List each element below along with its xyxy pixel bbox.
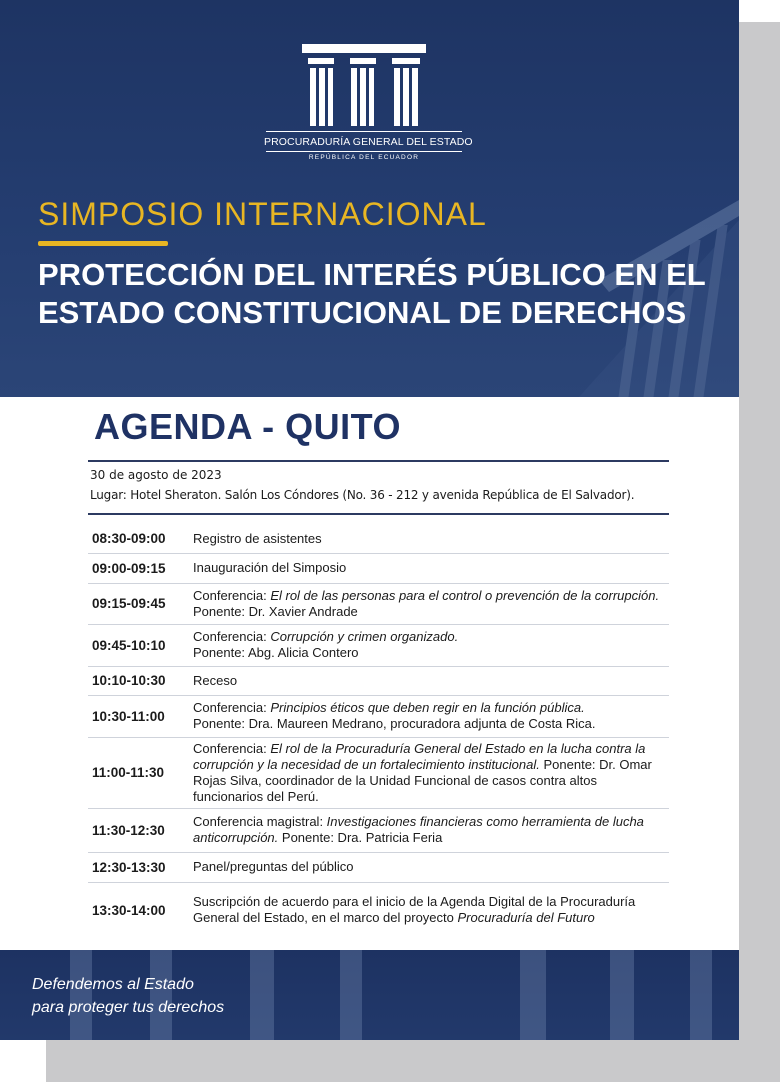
tagline-line-1: Defendemos al Estado (32, 976, 194, 993)
agenda-title: AGENDA - QUITO (94, 406, 402, 447)
session-description: Receso (193, 672, 238, 688)
session-time: 09:15-09:45 (92, 596, 166, 611)
session-description: Panel/preguntas del público (193, 859, 354, 874)
session-time: 10:10-10:30 (92, 673, 166, 688)
org-country: REPÚBLICA DEL ECUADOR (308, 154, 420, 161)
divider (88, 513, 669, 515)
session-speaker: Ponente: Dra. Maureen Medrano, procuradora adjunta de Costa Rica. (193, 716, 596, 731)
session-time: 12:30-13:30 (92, 859, 166, 875)
agenda-row (88, 737, 669, 809)
session-description: Inauguración del Simposio (193, 560, 347, 575)
session-description (192, 588, 669, 620)
agenda-row (88, 553, 669, 584)
agenda-row (88, 808, 669, 853)
session-speaker: Ponente: Dr. Xavier Andrade (193, 603, 358, 619)
logo-rule (266, 151, 462, 152)
session-time: 09:00-09:15 (92, 560, 166, 576)
session-topic: El rol de la Procuraduría General del Estado en la lucha contra la corrupción y la necesidad de un fortalecimiento institucional. (193, 740, 646, 772)
agenda-row (88, 882, 669, 938)
agenda-row (88, 524, 669, 554)
session-topic: Investigaciones financieras como herramienta de lucha anticorrupción. (193, 814, 644, 845)
session-description (192, 894, 669, 926)
session-speaker: Ponente: Dr. Omar Rojas Silva, coordinador de la Unidad Funcional de casos contra altos funcionarios del Perú. (193, 756, 652, 804)
header-banner (0, 0, 739, 397)
footer-banner (0, 950, 739, 1040)
session-description: Registro de asistentes (193, 530, 322, 546)
session-time: 11:00-11:30 (92, 765, 165, 780)
agenda-row (88, 583, 669, 625)
divider (88, 460, 669, 462)
session-type: Conferencia: (193, 700, 271, 715)
session-time: 09:45-10:10 (92, 637, 166, 653)
gold-divider (38, 241, 168, 246)
session-time: 08:30-09:00 (92, 531, 166, 546)
session-topic: Principios éticos que deben regir en la función pública. (270, 700, 585, 715)
session-time: 10:30-11:00 (92, 708, 165, 724)
session-description (192, 814, 669, 846)
agenda-row (88, 624, 669, 667)
session-description (192, 741, 669, 805)
session-type: Conferencia: (193, 587, 271, 603)
session-type: Conferencia magistral: (193, 814, 327, 829)
tagline-line-2: para proteger tus derechos (32, 999, 225, 1016)
session-type: Suscripción de acuerdo para el inicio de la Agenda Digital de la Procuraduría General del Estado, en el marco del proyecto (193, 894, 636, 925)
session-time: 13:30-14:00 (92, 902, 166, 918)
event-type: SIMPOSIO INTERNACIONAL (38, 196, 487, 232)
logo-rule (266, 131, 462, 132)
session-time: 11:30-12:30 (92, 822, 165, 838)
pge-logo (264, 44, 473, 168)
event-venue: Lugar: Hotel Sheraton. Salón Los Cóndores (No. 36 - 212 y avenida República de El Salvador). (90, 488, 635, 502)
agenda-row (88, 852, 669, 883)
event-title: PROTECCIÓN DEL INTERÉS PÚBLICO EN EL ESTADO CONSTITUCIONAL DE DERECHOS (38, 257, 706, 330)
session-type: Conferencia: (193, 740, 271, 756)
session-speaker: Ponente: Abg. Alicia Contero (193, 645, 359, 660)
session-description (192, 700, 669, 732)
event-date: 30 de agosto de 2023 (90, 468, 222, 482)
session-type: Conferencia: (193, 629, 271, 644)
columns-logo-icon (302, 44, 426, 128)
agenda-row (88, 695, 669, 738)
session-description (192, 629, 669, 661)
agenda-row (88, 666, 669, 696)
session-speaker: Ponente: Dra. Patricia Feria (278, 830, 443, 845)
columns-decoration (0, 950, 739, 1040)
session-topic: Corrupción y crimen organizado. (270, 629, 459, 644)
org-name: PROCURADURÍA GENERAL DEL ESTADO (264, 136, 473, 148)
session-topic: Procuraduría del Futuro (457, 910, 595, 925)
session-topic: El rol de las personas para el control o prevención de la corrupción. (270, 587, 660, 603)
